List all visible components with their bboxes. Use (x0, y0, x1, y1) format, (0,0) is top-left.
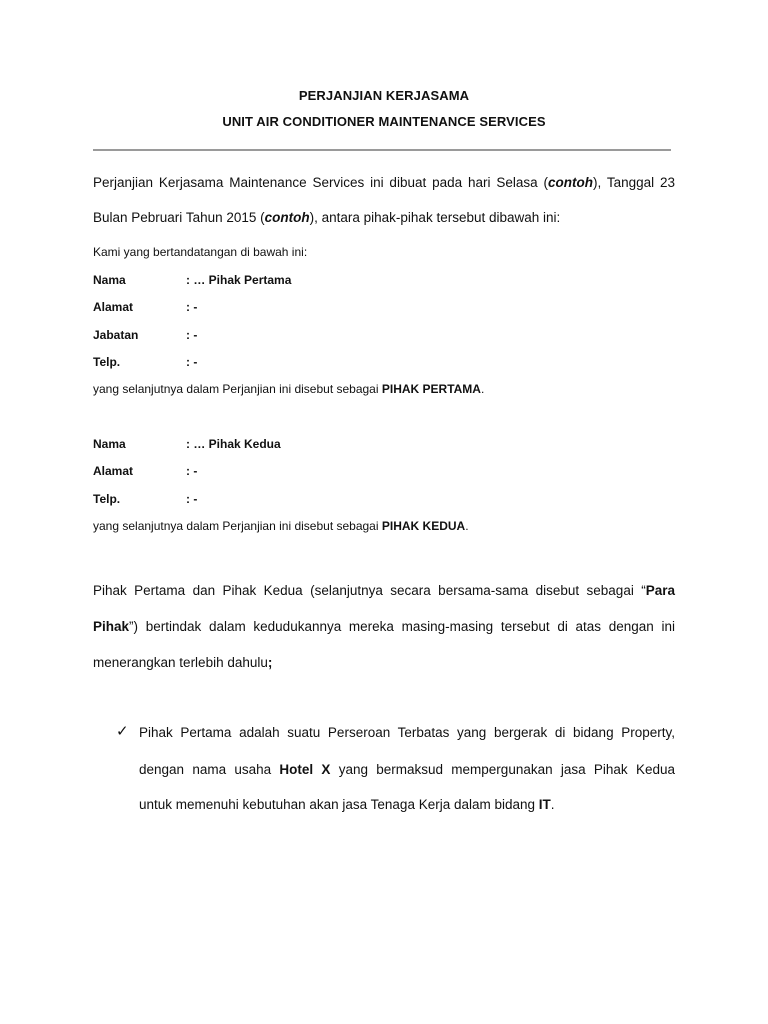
party2-closing-text: yang selanjutnya dalam Perjanjian ini disebut sebagai (93, 519, 382, 533)
parties-term: Para (645, 583, 675, 598)
party1-closing-period: . (480, 382, 485, 396)
business-name: Hotel X (279, 762, 331, 777)
party1-role: PIHAK PERTAMA (381, 382, 481, 396)
party1-nama-label: Nama (93, 273, 126, 287)
party2-nama-value: : … Pihak Kedua (186, 437, 281, 451)
party1-jabatan-value: : - (186, 328, 198, 342)
party1-alamat-label: Alamat (93, 300, 134, 314)
document-title: PERJANJIAN KERJASAMA (298, 88, 470, 103)
intro-text: Bulan Pebruari Tahun 2015 ( (93, 210, 265, 225)
intro-line-1 (93, 175, 675, 190)
parties-semicolon: ; (267, 655, 273, 670)
party1-closing-text: yang selanjutnya dalam Perjanjian ini disebut sebagai (93, 382, 382, 396)
parties-text: menerangkan terlebih dahulu (93, 655, 268, 670)
intro-example-note: contoh (264, 210, 310, 225)
parties-line-3 (93, 655, 675, 670)
parties-text: Pihak Pertama dan Pihak Kedua (selanjutnya secara bersama-sama disebut sebagai “ (93, 583, 646, 598)
intro-text: Perjanjian Kerjasama Maintenance Services ini dibuat pada hari Selasa ( (93, 175, 548, 190)
document-subtitle: UNIT AIR CONDITIONER MAINTENANCE SERVICES (222, 114, 546, 129)
bullet-line-3 (139, 797, 675, 812)
party1-closing (93, 382, 484, 396)
intro-example-note: contoh (547, 175, 593, 190)
bullet-text: untuk memenuhi kebutuhan akan jasa Tenaga Kerja dalam bidang (139, 797, 539, 812)
party1-alamat-value: : - (186, 300, 198, 314)
checkmark-icon: ✓ (116, 723, 129, 740)
parties-line-2 (93, 619, 675, 634)
bullet-period: . (550, 797, 555, 812)
party1-nama-value: : … Pihak Pertama (186, 273, 292, 287)
party2-role: PIHAK KEDUA (381, 519, 466, 533)
parties-term: Pihak (93, 619, 130, 634)
signatories-intro: Kami yang bertandatangan di bawah ini: (93, 245, 308, 259)
parties-text: ”) bertindak dalam kedudukannya mereka masing-masing tersebut di atas dengan ini (129, 619, 675, 634)
intro-text: ), Tanggal 23 (592, 175, 675, 190)
parties-line-1 (93, 583, 675, 598)
title-divider (93, 149, 671, 151)
party2-telp-value: : - (186, 492, 198, 506)
party2-alamat-value: : - (186, 464, 198, 478)
bullet-line-1: Pihak Pertama adalah suatu Perseroan Terbatas yang bergerak di bidang Property, (139, 725, 675, 740)
party2-alamat-label: Alamat (93, 464, 134, 478)
bullet-text: dengan nama usaha (139, 762, 280, 777)
party2-closing (93, 519, 469, 533)
intro-line-2 (93, 210, 675, 225)
intro-text: ), antara pihak-pihak tersebut dibawah ini: (309, 210, 561, 225)
bullet-text: yang bermaksud mempergunakan jasa Pihak Kedua (330, 762, 675, 777)
field-name: IT (538, 797, 551, 812)
party2-telp-label: Telp. (93, 492, 121, 506)
bullet-line-2 (139, 762, 675, 777)
party1-telp-value: : - (186, 355, 198, 369)
party2-nama-label: Nama (93, 437, 126, 451)
party1-jabatan-label: Jabatan (93, 328, 139, 342)
party2-closing-period: . (465, 519, 469, 533)
party1-telp-label: Telp. (93, 355, 121, 369)
